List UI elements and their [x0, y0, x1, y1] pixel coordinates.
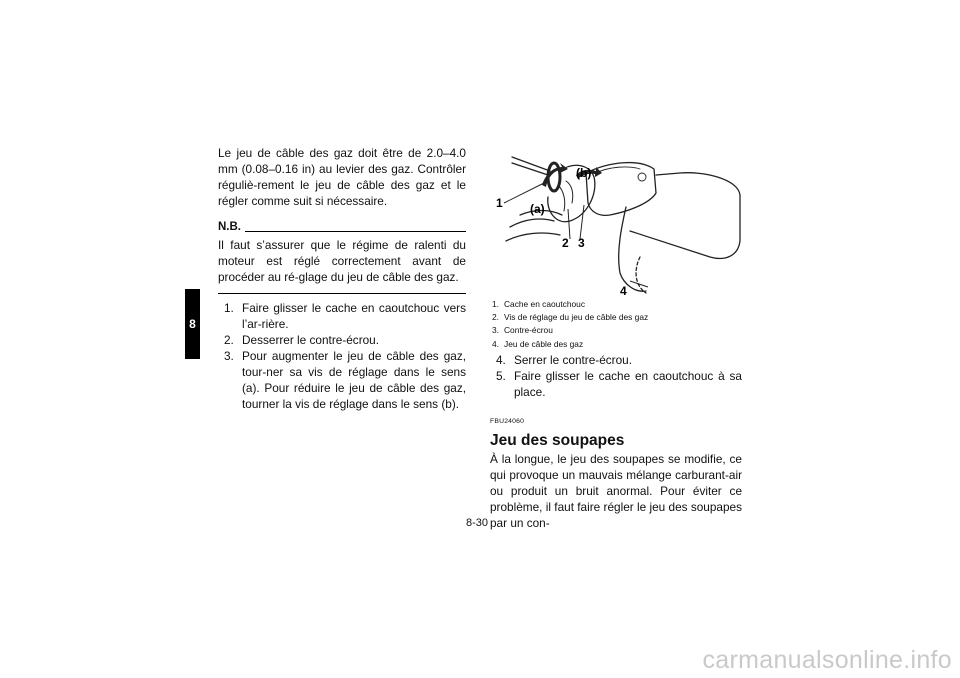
- label-2: 2: [562, 236, 569, 250]
- caption-number: 2.: [492, 312, 499, 323]
- page-number: 8-30: [466, 517, 489, 529]
- caption-text: Cache en caoutchouc: [504, 299, 586, 309]
- label-4: 4: [620, 284, 627, 298]
- step-item: [224, 348, 466, 412]
- caption-text: Vis de réglage du jeu de câble des gaz: [504, 312, 649, 323]
- step-item: [496, 368, 742, 400]
- intro-paragraph: Le jeu de câble des gaz doit être de 2.0–4.0 mm (0.08–0.16 in) au levier des gaz. Contrôler réguliè-rement le jeu de câble des gaz et le régler comme suit si nécessaire.: [218, 146, 466, 208]
- section-paragraph: À la longue, le jeu des soupapes se modifie, ce qui provoque un mauvais mélange carburant-air ou produit un bruit anormal. Pour éviter ce problème, il faut faire régler le jeu des soupapes par un con-: [490, 452, 742, 530]
- direction-a-arrow: [542, 163, 568, 187]
- caption-text: Contre-écrou: [504, 325, 553, 336]
- watermark: carmanualsonline.info: [702, 646, 952, 674]
- step-number: 3.: [224, 349, 234, 363]
- nb-end-rule: [218, 293, 466, 294]
- caption-number: 1.: [492, 299, 499, 309]
- label-b: (b): [576, 166, 592, 180]
- nb-label: N.B.: [218, 221, 241, 233]
- step-item: [224, 332, 466, 348]
- chapter-tab: [185, 289, 200, 359]
- step-text: Desserrer le contre-écrou.: [242, 333, 380, 347]
- leader-2: [568, 209, 570, 239]
- step-item: [496, 352, 742, 368]
- caption-item: [492, 324, 740, 337]
- nb-header: [218, 219, 466, 235]
- right-column: [490, 352, 742, 531]
- step-number: 1.: [224, 301, 234, 315]
- section-code: FBU24060: [490, 418, 525, 425]
- leader-3: [580, 205, 584, 239]
- figure-captions: [492, 298, 740, 351]
- caption-item: [492, 338, 740, 351]
- caption-number: 4.: [492, 338, 499, 349]
- step-text: Faire glisser le cache en caoutchouc à sa place.: [514, 369, 742, 399]
- throttle-figure: [490, 145, 742, 303]
- leader-1: [504, 183, 544, 203]
- handlebar-grip: [630, 173, 740, 259]
- nb-rule: [245, 231, 466, 232]
- label-1: 1: [496, 196, 503, 210]
- step-text: Serrer le contre-écrou.: [514, 353, 633, 367]
- step-number: 5.: [496, 369, 506, 383]
- label-a: (a): [530, 202, 545, 216]
- caption-item: [492, 311, 740, 324]
- caption-text: Jeu de câble des gaz: [504, 338, 584, 349]
- step-number: 4.: [496, 353, 506, 367]
- caption-item: [492, 298, 740, 311]
- step-item: [224, 300, 466, 332]
- caption-number: 3.: [492, 325, 499, 336]
- step-text: Pour augmenter le jeu de câble des gaz, tour-ner sa vis de réglage dans le sens (a). Pour réduire le jeu de câble des gaz, tourner la vis de réglage dans le sens (b).: [242, 349, 466, 411]
- steps-list-right: [490, 352, 742, 400]
- step-text: Faire glisser le cache en caoutchouc vers l’ar-rière.: [242, 301, 466, 331]
- throttle-lever: [619, 207, 646, 291]
- step-number: 2.: [224, 333, 234, 347]
- steps-list-left: [218, 300, 466, 412]
- label-3: 3: [578, 236, 585, 250]
- chapter-number: 8: [189, 317, 196, 331]
- left-column: [218, 145, 466, 412]
- section-heading: Jeu des soupapes: [490, 432, 625, 449]
- nb-text: Il faut s’assurer que le régime de ralenti du moteur est réglé correctement avant de procéder au ré-glage du jeu de câble des gaz.: [218, 238, 466, 284]
